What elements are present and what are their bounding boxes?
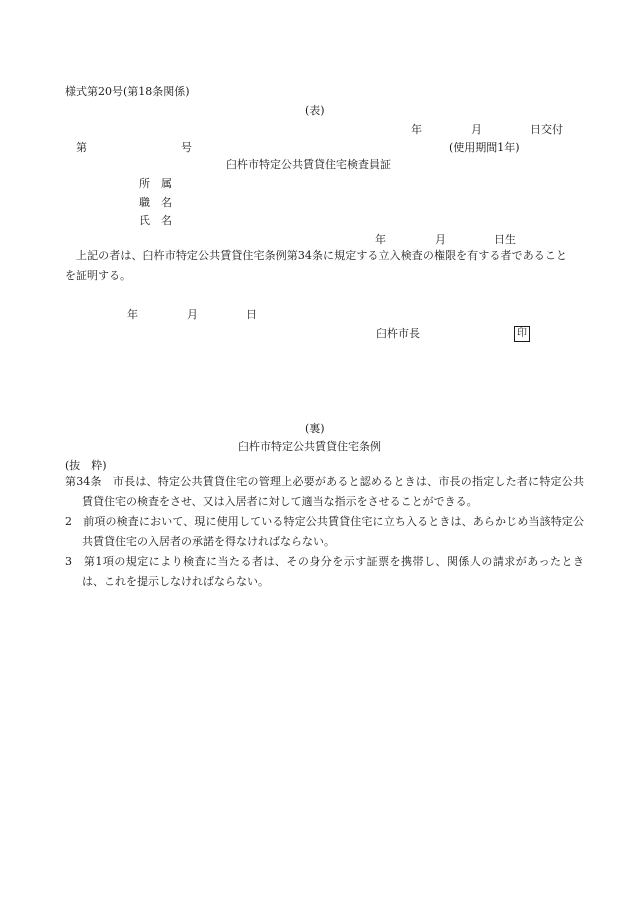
- article-34: 第34条 市長は、特定公共賃貸住宅の管理上必要があると認めるときは、市長の指定した者に特定公共賃貸住宅の検査をさせ、又は入居者に対して適当な指示をさせることができる。: [65, 475, 584, 508]
- front-side-label: (表): [305, 104, 325, 117]
- date-month-label: 月: [187, 308, 198, 321]
- position-label: 職 名: [139, 196, 172, 209]
- form-number: 様式第20号(第18条関係): [65, 85, 190, 98]
- number-prefix: 第: [76, 141, 87, 154]
- seal-mark: 印: [514, 326, 530, 342]
- birth-day-label: 日生: [494, 233, 516, 246]
- ordinance-title: 臼杵市特定公共賃貸住宅条例: [238, 440, 381, 453]
- birth-year-label: 年: [375, 233, 386, 246]
- validity-period: (使用期間1年): [449, 141, 520, 154]
- affiliation-label: 所 属: [139, 177, 172, 190]
- date-day-label: 日: [246, 308, 257, 321]
- back-side-label: (裏): [305, 422, 325, 435]
- name-label: 氏 名: [139, 214, 172, 227]
- birth-month-label: 月: [435, 233, 446, 246]
- number-suffix: 号: [181, 141, 192, 154]
- issue-year-label: 年: [411, 123, 422, 136]
- article-34-paragraph-3: 3 第1項の規定により検査に当たる者は、その身分を示す証票を携帯し、関係人の請求があったときは、これを提示しなければならない。: [65, 555, 584, 588]
- card-title: 臼杵市特定公共賃貸住宅検査員証: [226, 158, 391, 171]
- issuer-title: 臼杵市長: [376, 327, 420, 340]
- certification-text: 上記の者は、臼杵市特定公共賃貸住宅条例第34条に規定する立入検査の権限を有する者であることを証明する。: [65, 249, 567, 282]
- date-year-label: 年: [127, 308, 138, 321]
- issue-month-label: 月: [471, 123, 482, 136]
- excerpt-label: (抜 粋): [65, 459, 107, 472]
- issue-day-label: 日交付: [530, 123, 563, 136]
- article-34-paragraph-2: 2 前項の検査において、現に使用している特定公共賃貸住宅に立ち入るときは、あらかじめ当該特定公共賃貸住宅の入居者の承諾を得なければならない。: [65, 515, 584, 548]
